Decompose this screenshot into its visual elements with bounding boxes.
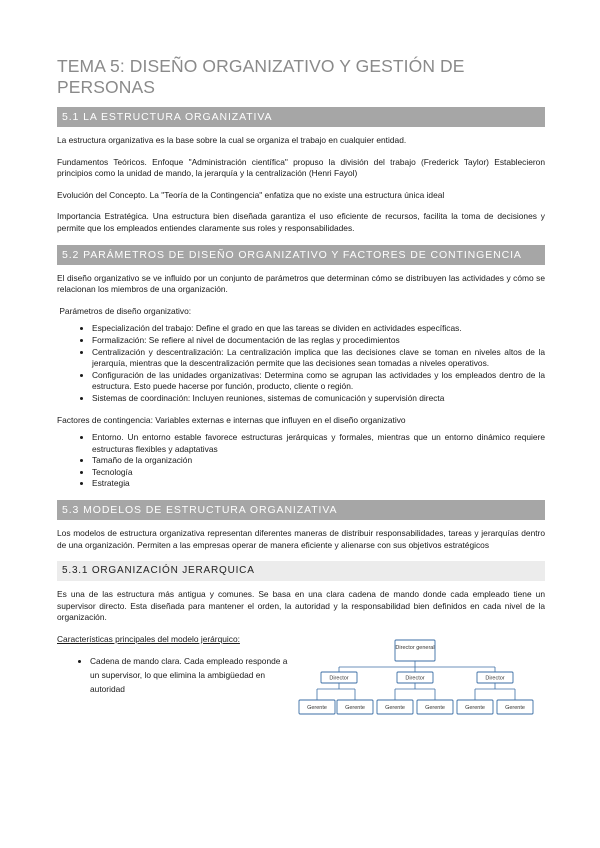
- org-manager-label: Gerente: [505, 705, 525, 712]
- org-manager-label: Gerente: [465, 705, 485, 712]
- list-item: • Formalización: Se refiere al nivel de documentación de las reglas y procedimientos: [92, 335, 545, 347]
- bottom-block: [57, 634, 545, 744]
- paragraph: Es una de las estructura más antigua y comunes. Se basa en una clara cadena de mando donde cada empleado tiene un supervisor directo. Esta diseñada para mantener el orden, la autoridad y la responsabilidad bien definidos en cada nivel de la organización.: [57, 589, 545, 623]
- list-item: • Tamaño de la organización: [92, 455, 545, 467]
- list-item: • Sistemas de coordinación: Incluyen reuniones, sistemas de comunicación y supervisión directa: [92, 393, 545, 405]
- characteristics-label: Características principales del modelo jerárquico:: [57, 634, 240, 645]
- list-item: • Tecnología: [92, 467, 545, 479]
- params-label: Parámetros de diseño organizativo:: [57, 305, 192, 316]
- paragraph: Importancia Estratégica. Una estructura bien diseñada garantiza el uso eficiente de recursos, facilita la toma de decisiones y permite que los empleados entiendes claramente sus roles y responsabilidades.: [57, 211, 545, 233]
- section-heading-5-2: 5.2 PARÁMETROS DE DISEÑO ORGANIZATIVO Y FACTORES DE CONTINGENCIA: [57, 245, 545, 265]
- org-director-label: Director: [485, 675, 505, 682]
- list-item: • Centralización y descentralización: La centralización implica que las decisiones clave se toman en niveles altos de la jerarquía, mientras que la descentralización permite que las decisiones sean tomadas a niveles operativos.: [92, 347, 545, 370]
- org-manager-label: Gerente: [307, 705, 327, 712]
- subsection-heading-5-3-1: 5.3.1 ORGANIZACIÓN JERARQUICA: [57, 561, 545, 581]
- org-director-label: Director: [329, 675, 349, 682]
- section-heading-5-3: 5.3 MODELOS DE ESTRUCTURA ORGANIZATIVA: [57, 500, 545, 520]
- characteristics-list: [57, 654, 289, 696]
- paragraph: Fundamentos Teóricos. Enfoque "Administración científica" propuso la división del trabajo (Frederick Taylor) Establecieron principios como la unidad de mando, la jerarquía y la centralización (Henri Fayol): [57, 156, 545, 179]
- org-manager-label: Gerente: [425, 705, 445, 712]
- list-item: • Estrategia: [92, 478, 545, 490]
- list-item: • Especialización del trabajo: Define el grado en que las tareas se dividen en actividades específicas.: [92, 323, 545, 335]
- org-top-label: Director general: [395, 645, 435, 652]
- org-director-label: Director: [405, 675, 425, 682]
- paragraph: El diseño organizativo se ve influido por un conjunto de parámetros que determinan cómo se distribuyen las actividades y cómo se relacionan los miembros de una organización.: [57, 272, 545, 295]
- factors-list: [57, 432, 545, 490]
- page-title: TEMA 5: DISEÑO ORGANIZATIVO Y GESTIÓN DE PERSONAS: [57, 56, 465, 97]
- document-page: [57, 56, 545, 744]
- list-item: • Cadena de mando clara. Cada empleado responde a un supervisor, lo que elimina la ambigüedad en autoridad: [90, 654, 289, 696]
- list-item: • Entorno. Un entorno estable favorece estructuras jerárquicas y formales, mientras que un entorno dinámico requiere estructuras flexibles y adaptativas: [92, 432, 545, 455]
- characteristics-block: [57, 634, 289, 744]
- org-manager-label: Gerente: [385, 705, 405, 712]
- section-heading-5-1: 5.1 LA ESTRUCTURA ORGANIZATIVA: [57, 107, 545, 127]
- list-item: • Configuración de las unidades organizativas: Determina como se agrupan las actividades y los empleados dentro de la estructura. Esto puede hacerse por función, producto, cliente o región.: [92, 370, 545, 393]
- paragraph: Los modelos de estructura organizativa representan diferentes maneras de distribuir responsabilidades, tareas y jerarquías dentro de una organización. Permiten a las empresas operar de manera eficiente y alienarse con sus objetivos estratégicos: [57, 528, 545, 550]
- org-manager-label: Gerente: [345, 705, 365, 712]
- factors-label: Factores de contingencia: Variables externas e internas que influyen en el diseño organizativo: [57, 414, 406, 425]
- paragraph: La estructura organizativa es la base sobre la cual se organiza el trabajo en cualquier entidad.: [57, 135, 407, 145]
- params-list: [57, 323, 545, 404]
- org-chart: [297, 634, 543, 744]
- paragraph: Evolución del Concepto. La "Teoría de la Contingencia" enfatiza que no existe una estructura única ideal: [57, 189, 445, 200]
